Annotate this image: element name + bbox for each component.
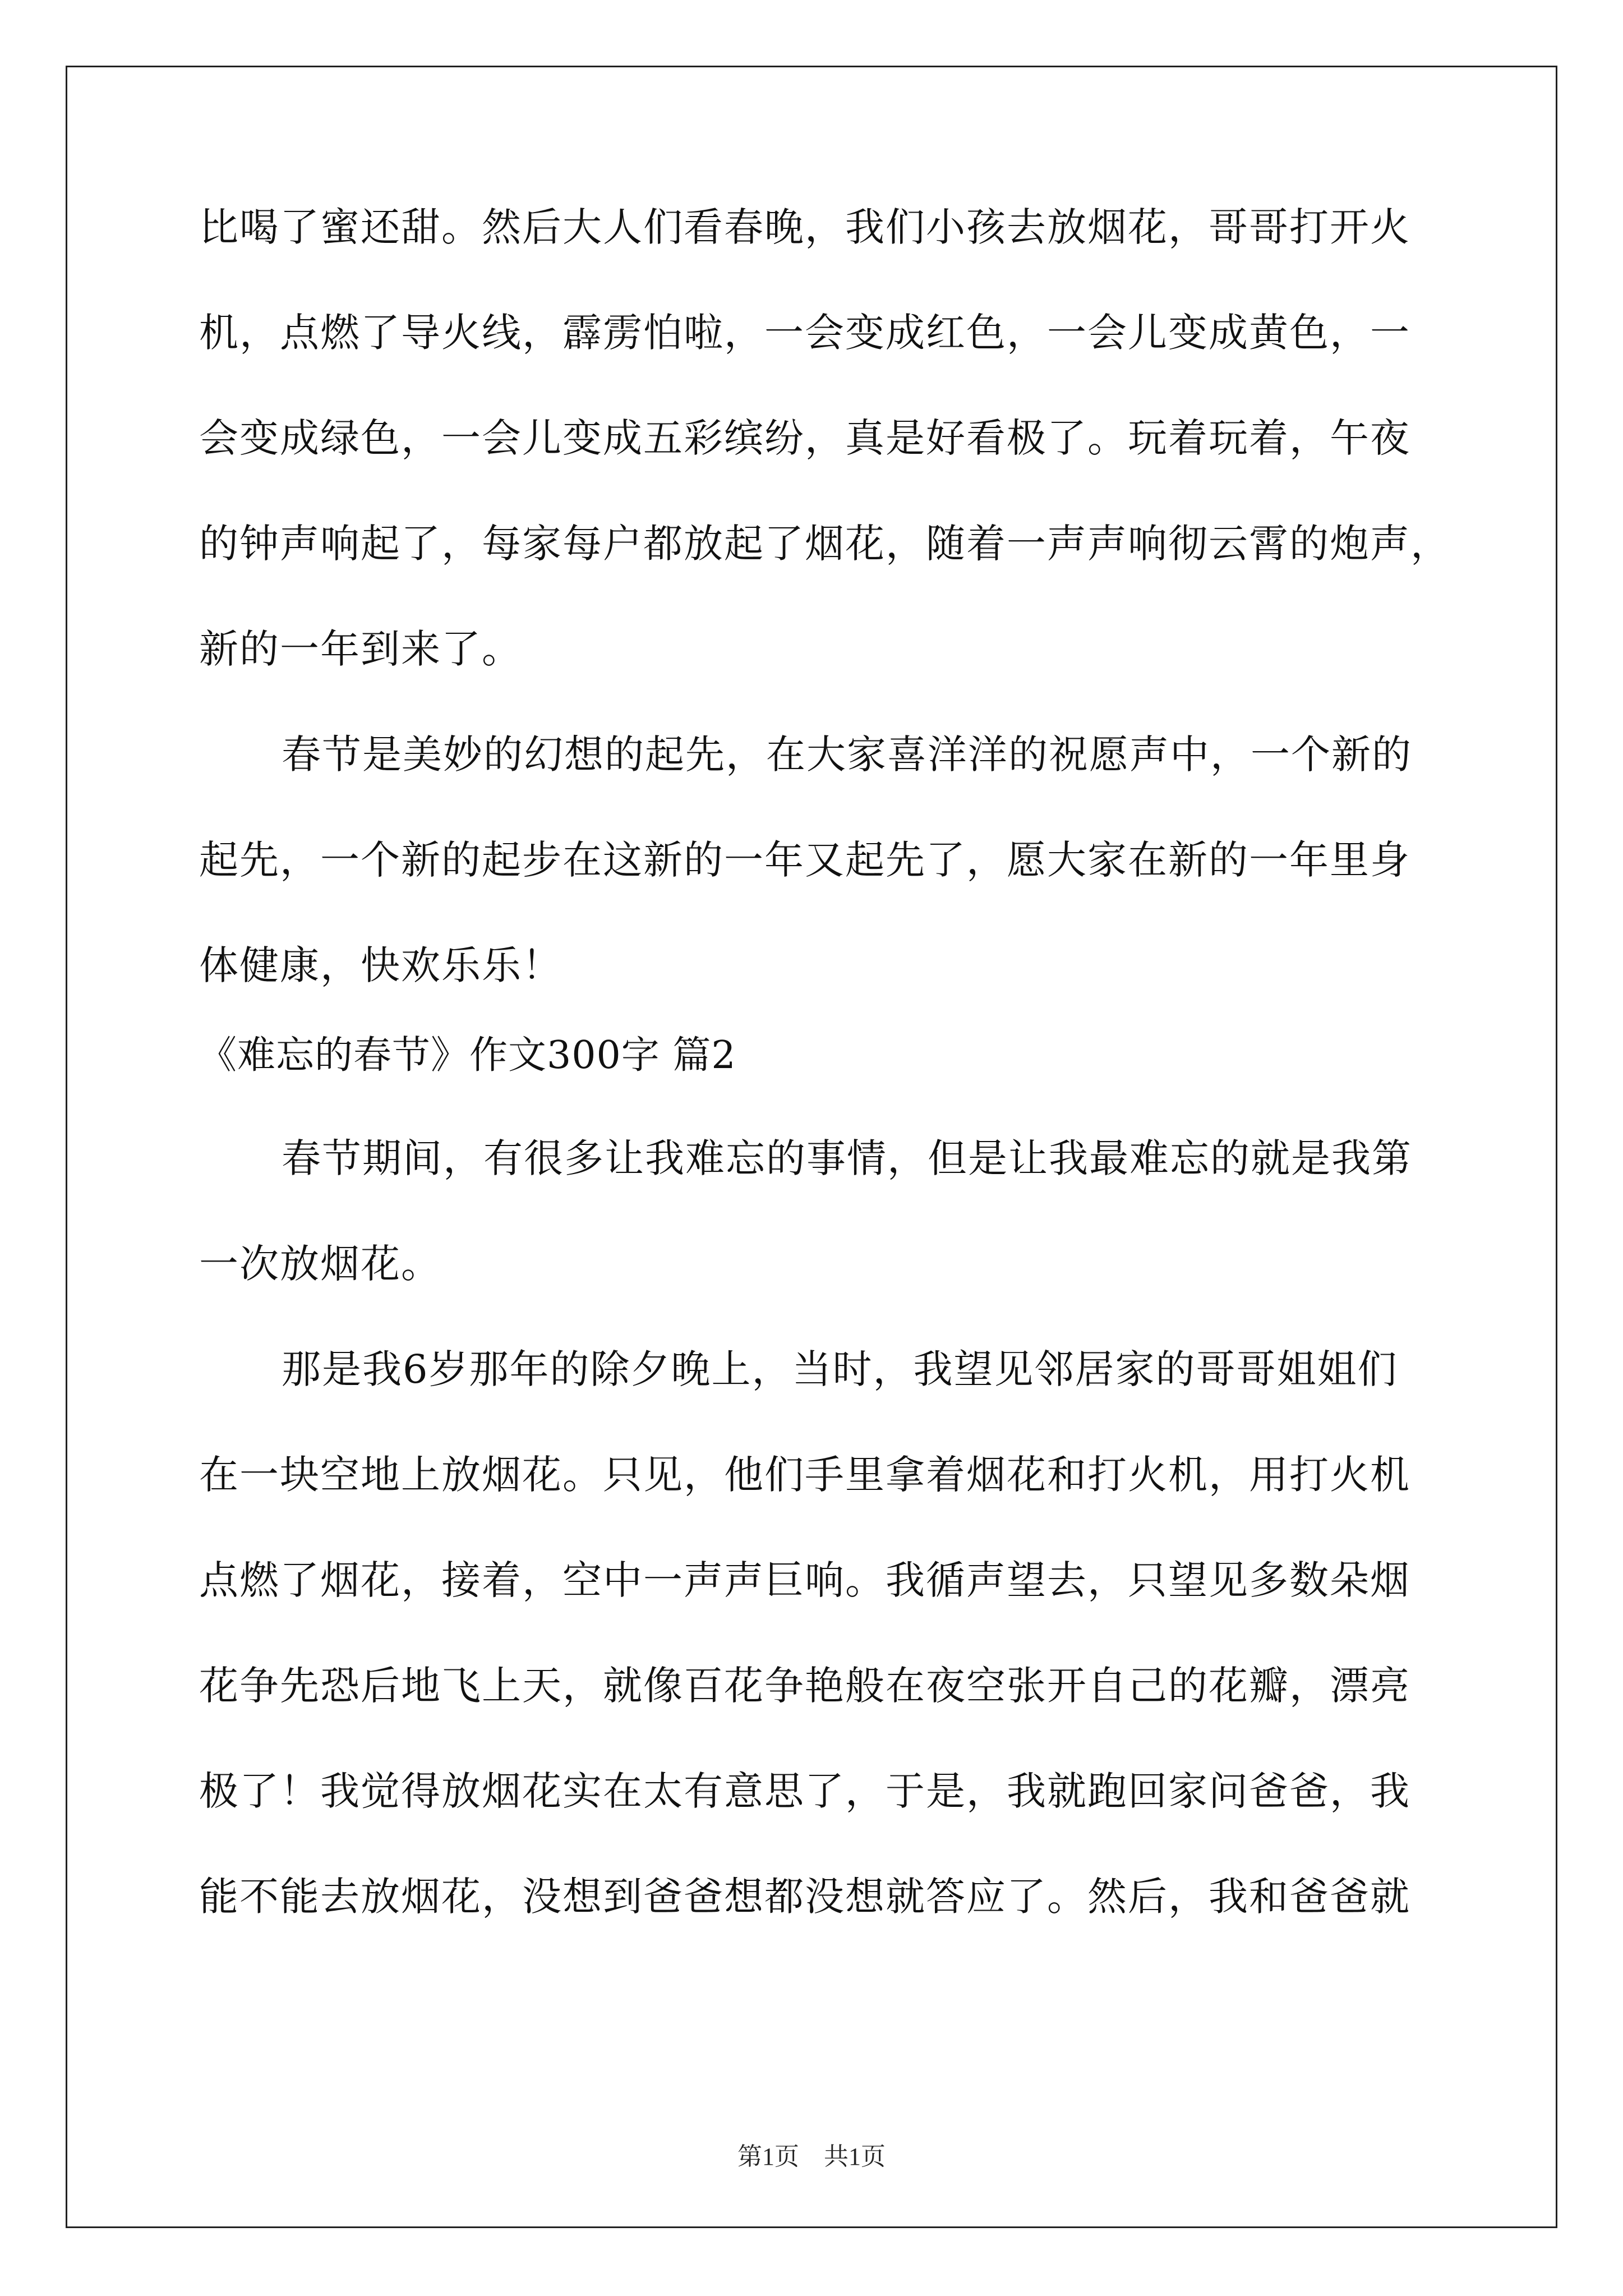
text-line: 那是我6岁那年的除夕晚上，当时，我望见邻居家的哥哥姐姐们	[282, 1346, 1398, 1392]
text-line: 极了！我觉得放烟花实在太有意思了，于是，我就跑回家问爸爸，我	[199, 1768, 1410, 1814]
text-line: 比喝了蜜还甜。然后大人们看春晚，我们小孩去放烟花，哥哥打开火	[199, 204, 1410, 250]
text-line: 春节期间，有很多让我难忘的事情，但是让我最难忘的就是我第	[282, 1135, 1412, 1181]
text-line: 的钟声响起了，每家每户都放起了烟花，随着一声声响彻云霄的炮声，	[199, 521, 1451, 567]
text-line: 春节是美妙的幻想的起先，在大家喜洋洋的祝愿声中，一个新的	[282, 731, 1412, 777]
text-line: 会变成绿色，一会儿变成五彩缤纷，真是好看极了。玩着玩着，午夜	[199, 415, 1410, 461]
text-line: 新的一年到来了。	[199, 626, 522, 672]
text-line: 起先，一个新的起步在这新的一年又起先了，愿大家在新的一年里身	[199, 837, 1410, 883]
text-line: 体健康，快欢乐乐！	[199, 942, 562, 988]
text-line: 一次放烟花。	[199, 1241, 441, 1287]
text-line: 在一块空地上放烟花。只见，他们手里拿着烟花和打火机，用打火机	[199, 1452, 1410, 1498]
section-heading: 《难忘的春节》作文300字 篇2	[199, 1033, 736, 1078]
text-line: 花争先恐后地飞上天，就像百花争艳般在夜空张开自己的花瓣，漂亮	[199, 1663, 1410, 1709]
text-line: 能不能去放烟花，没想到爸爸想都没想就答应了。然后，我和爸爸就	[199, 1874, 1410, 1920]
page-number-footer: 第1页 共1页	[737, 2143, 886, 2170]
text-line: 机，点燃了导火线，霹雳怕啦，一会变成红色，一会儿变成黄色，一	[199, 310, 1410, 356]
text-line: 点燃了烟花，接着，空中一声声巨响。我循声望去，只望见多数朵烟	[199, 1557, 1410, 1603]
